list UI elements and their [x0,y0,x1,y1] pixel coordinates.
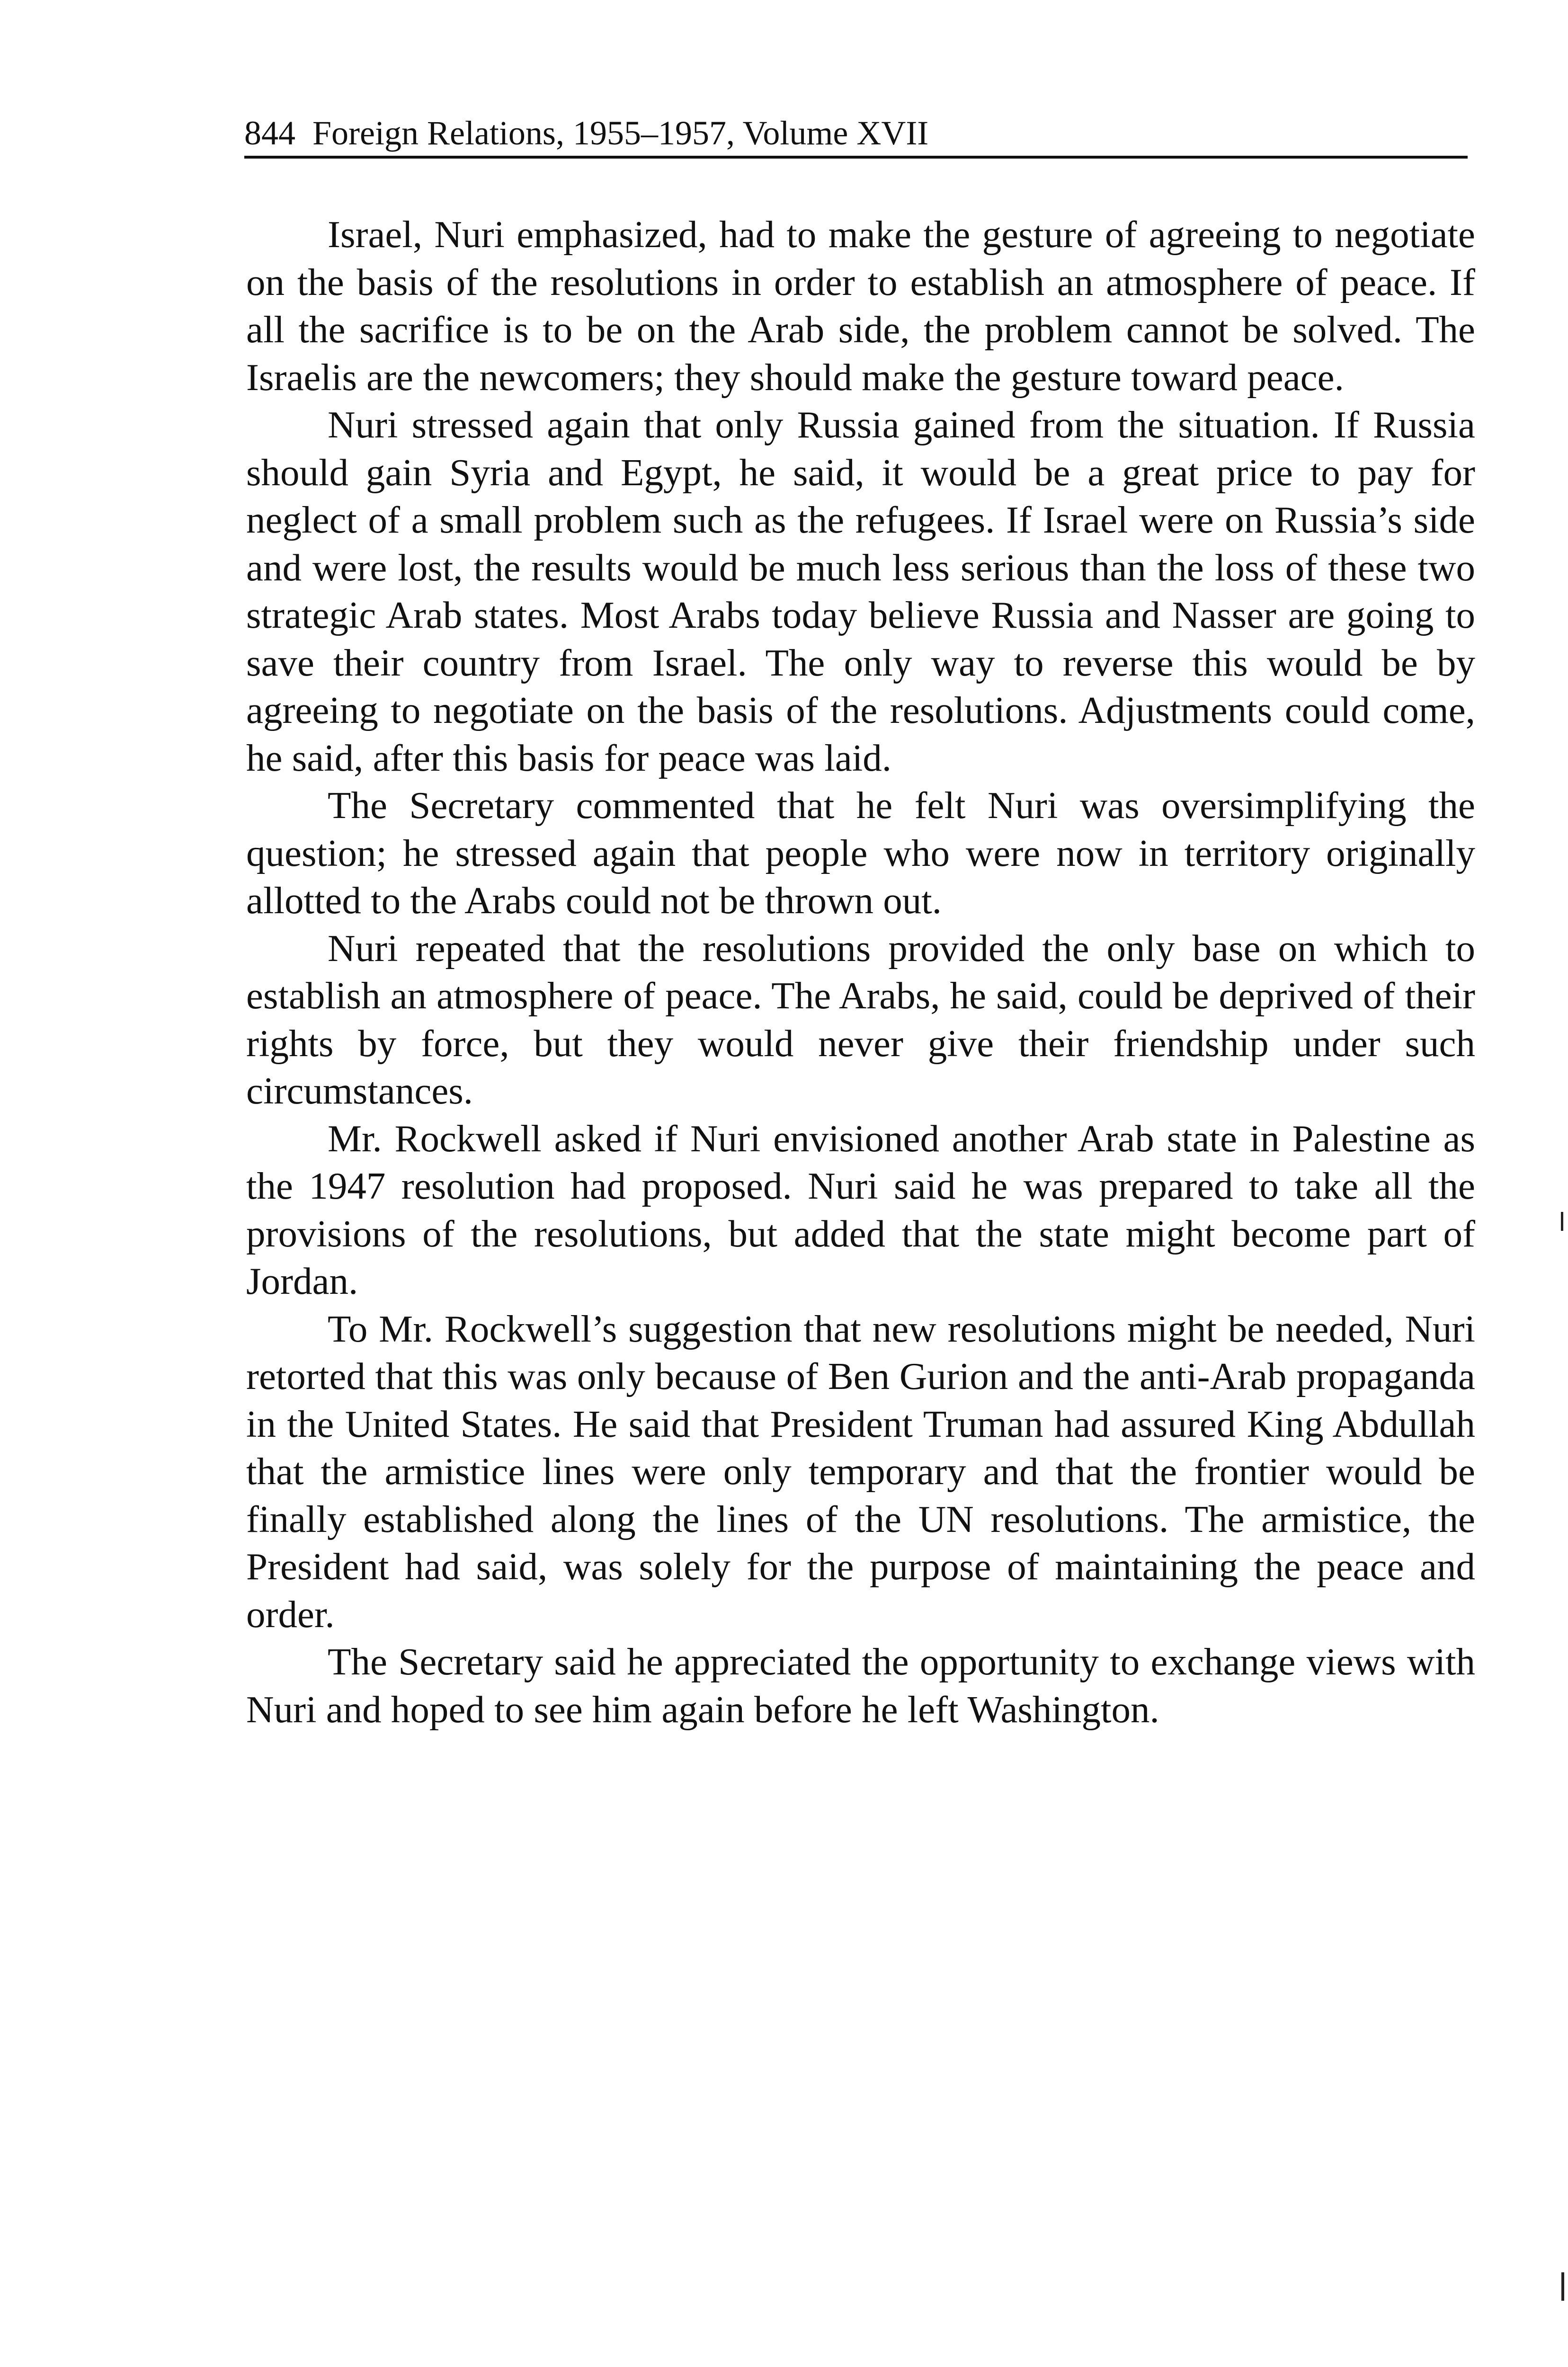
paragraph: Israel, Nuri emphasized, had to make the gesture of agreeing to negotiate on the basis of the resolutions in order to establish an atmosphere of peace. If all the sacrifice is to be on the Arab side, the problem cannot be solved. The Israelis are the newcomers; they should make the gesture toward peace. [246,213,1475,399]
scan-edge-mark [1561,2272,1564,2301]
paragraph: Nuri stressed again that only Russia gained from the situation. If Russia should gain Syria and Egypt, he said, it would be a great price to pay for neglect of a small problem such as the refugees. If Israel were on Russia’s side and were lost, the results would be much less serious than the loss of these two strategic Arab states. Most Arabs today believe Russia and Nasser are going to save their country from Israel. The only way to reverse this would be by agreeing to negotiate on the basis of the resolutions. Adjustments could come, he said, after this basis for peace was laid. [246,403,1475,779]
scan-edge-mark [1561,1212,1563,1231]
paragraph: Mr. Rockwell asked if Nuri envisioned another Arab state in Palestine as the 1947 resolution had proposed. Nuri said he was prepared to take all the provisions of the resolutions, but added that the state might become part of Jordan. [246,1117,1475,1302]
paragraph: The Secretary commented that he felt Nuri was oversimplifying the question; he stressed again that people who were now in territory originally allotted to the Arabs could not be thrown out. [246,784,1475,922]
paragraph: To Mr. Rockwell’s suggestion that new resolutions might be needed, Nuri retorted that this was only because of Ben Gurion and the anti-Arab propaganda in the United States. He said that President Truman had assured King Abdullah that the armistice lines were only temporary and that the frontier would be finally established along the lines of the UN resolutions. The armistice, the President had said, was solely for the purpose of maintaining the peace and order. [246,1307,1475,1636]
publication-title: Foreign Relations, 1955–1957, Volume XVII [312,114,929,152]
paragraph: The Secretary said he appreciated the opportunity to exchange views with Nuri and hoped to see him again before he left Washington. [246,1640,1475,1731]
document-body [246,211,1475,1733]
running-header [244,116,1468,159]
page-number: 844 [244,114,295,152]
paragraph: Nuri repeated that the resolutions provided the only base on which to establish an atmosphere of peace. The Arabs, he said, could be deprived of their rights by force, but they would never give their friendship under such circumstances. [246,926,1475,1112]
